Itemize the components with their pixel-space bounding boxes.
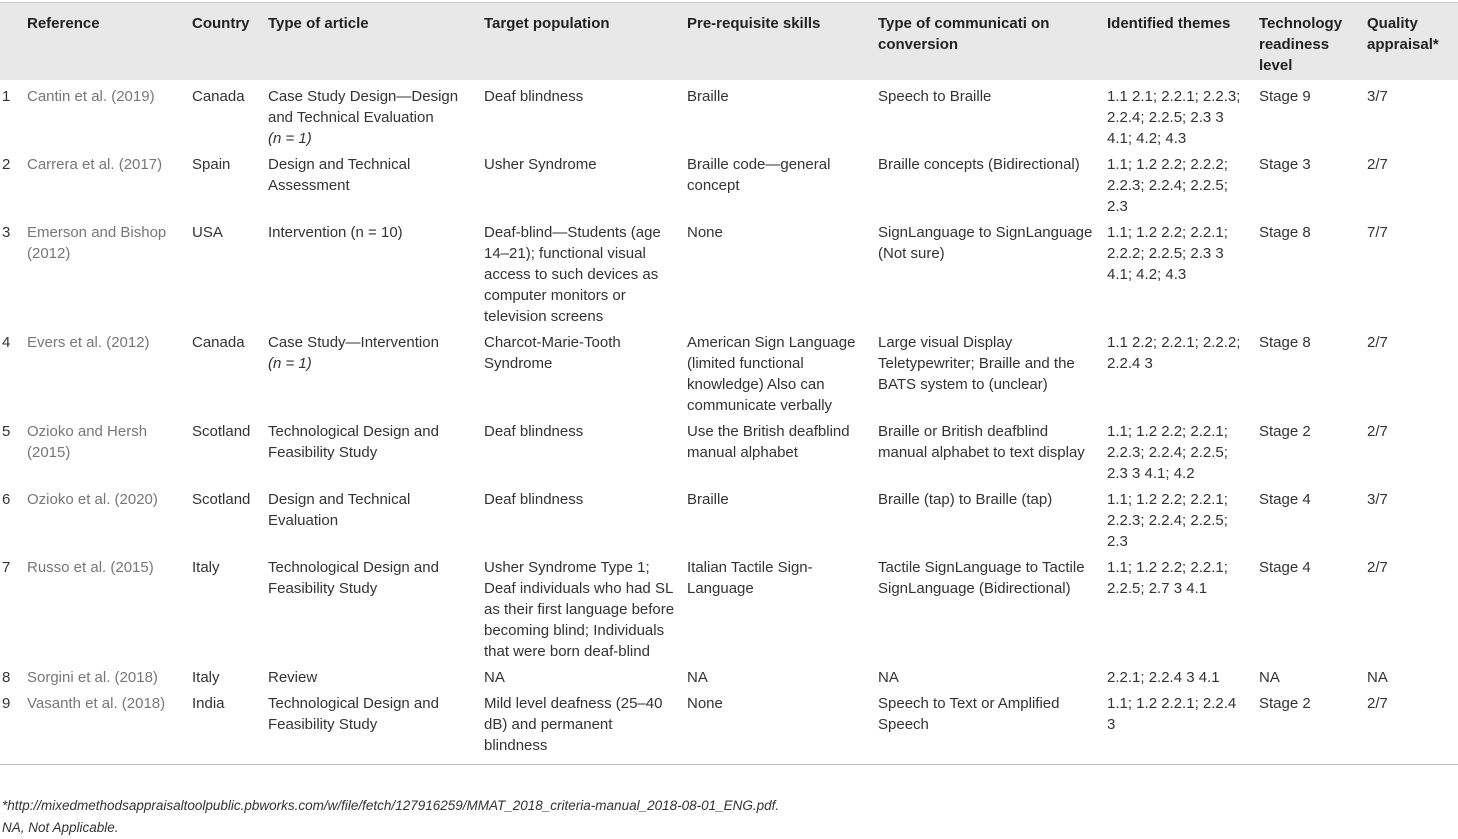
footnote-abbreviation: NA, Not Applicable. bbox=[2, 820, 119, 835]
themes-cell: 1.1; 1.2 2.2; 2.2.1; 2.2.3; 2.2.4; 2.2.5; 2.3 bbox=[1107, 491, 1228, 550]
study-characteristics-table bbox=[0, 2, 1458, 765]
trl-cell: Stage 3 bbox=[1259, 156, 1311, 173]
quality-cell: 2/7 bbox=[1367, 559, 1388, 576]
header-technology-readiness: Technology readiness level bbox=[1259, 15, 1343, 74]
reference-cell: Evers et al. (2012) bbox=[27, 334, 150, 351]
type-cell: Design and Technical Evaluation bbox=[268, 491, 411, 529]
communication-cell: Speech to Braille bbox=[878, 88, 992, 105]
communication-cell: Braille concepts (Bidirectional) bbox=[878, 156, 1080, 173]
population-cell: NA bbox=[484, 669, 505, 686]
footnote-url: *http://mixedmethodsappraisaltoolpublic.pbworks.com/w/file/fetch/127916259/MMAT_2018_criteria-manual_2018-08-01_ENG.pdf. bbox=[2, 798, 780, 813]
quality-cell: 2/7 bbox=[1367, 334, 1388, 351]
population-cell: Deaf blindness bbox=[484, 491, 584, 508]
population-cell: Deaf-blind—Students (age 14–21); functional visual access to such devices as computer monitors or television screens bbox=[484, 224, 661, 325]
communication-cell: Braille or British deafblind manual alphabet to text display bbox=[878, 423, 1085, 461]
themes-cell: 1.1 2.2; 2.2.1; 2.2.2; 2.2.4 3 bbox=[1107, 334, 1241, 372]
type-text: Case Study—Intervention bbox=[268, 334, 439, 351]
table-footnotes bbox=[2, 795, 1452, 839]
reference-cell: Emerson and Bishop (2012) bbox=[27, 224, 167, 262]
table-row bbox=[0, 552, 1458, 662]
trl-cell: Stage 4 bbox=[1259, 491, 1311, 508]
row-number: 4 bbox=[2, 334, 11, 351]
type-cell: Technological Design and Feasibility Study bbox=[268, 695, 439, 733]
skills-cell: Use the British deafblind manual alphabet bbox=[687, 423, 850, 461]
quality-cell: 2/7 bbox=[1367, 695, 1388, 712]
study-table-container bbox=[0, 2, 1458, 765]
table-row bbox=[0, 662, 1458, 688]
table-row bbox=[0, 484, 1458, 552]
table-row bbox=[0, 327, 1458, 416]
population-cell: Deaf blindness bbox=[484, 88, 584, 105]
type-sample-size: (n = 1) bbox=[268, 355, 312, 372]
header-target-population: Target population bbox=[484, 15, 610, 32]
population-cell: Usher Syndrome bbox=[484, 156, 597, 173]
row-number: 7 bbox=[2, 559, 11, 576]
themes-cell: 2.2.1; 2.2.4 3 4.1 bbox=[1107, 669, 1220, 686]
trl-cell: Stage 4 bbox=[1259, 559, 1311, 576]
header-quality-appraisal: Quality appraisal* bbox=[1367, 15, 1439, 53]
themes-cell: 1.1; 1.2 2.2.1; 2.2.4 3 bbox=[1107, 695, 1237, 733]
population-cell: Mild level deafness (25–40 dB) and permanent blindness bbox=[484, 695, 663, 754]
table-row bbox=[0, 416, 1458, 484]
communication-cell: Large visual Display Teletypewriter; Braille and the BATS system to (unclear) bbox=[878, 334, 1075, 393]
communication-cell: SignLanguage to SignLanguage (Not sure) bbox=[878, 224, 1093, 262]
reference-cell: Vasanth et al. (2018) bbox=[27, 695, 166, 712]
country-cell: Canada bbox=[192, 334, 245, 351]
themes-cell: 1.1 2.1; 2.2.1; 2.2.3; 2.2.4; 2.2.5; 2.3 3 4.1; 4.2; 4.3 bbox=[1107, 88, 1241, 147]
header-type-of-article: Type of article bbox=[268, 15, 369, 32]
header-num bbox=[0, 3, 21, 81]
country-cell: Scotland bbox=[192, 491, 251, 508]
type-cell: Intervention (n = 10) bbox=[268, 224, 403, 241]
quality-cell: NA bbox=[1367, 669, 1388, 686]
type-cell: Technological Design and Feasibility Study bbox=[268, 559, 439, 597]
table-row bbox=[0, 149, 1458, 217]
reference-cell: Sorgini et al. (2018) bbox=[27, 669, 158, 686]
country-cell: USA bbox=[192, 224, 223, 241]
quality-cell: 2/7 bbox=[1367, 156, 1388, 173]
table-row bbox=[0, 217, 1458, 327]
skills-cell: Braille bbox=[687, 88, 729, 105]
country-cell: Canada bbox=[192, 88, 245, 105]
row-number: 3 bbox=[2, 224, 11, 241]
trl-cell: Stage 8 bbox=[1259, 334, 1311, 351]
skills-cell: NA bbox=[687, 669, 708, 686]
quality-cell: 3/7 bbox=[1367, 88, 1388, 105]
trl-cell: NA bbox=[1259, 669, 1280, 686]
quality-cell: 2/7 bbox=[1367, 423, 1388, 440]
header-prerequisite-skills: Pre-requisite skills bbox=[687, 15, 821, 32]
trl-cell: Stage 2 bbox=[1259, 695, 1311, 712]
population-cell: Deaf blindness bbox=[484, 423, 584, 440]
reference-cell: Russo et al. (2015) bbox=[27, 559, 154, 576]
skills-cell: None bbox=[687, 695, 723, 712]
type-cell bbox=[262, 327, 478, 416]
row-number: 2 bbox=[2, 156, 11, 173]
communication-cell: Speech to Text or Amplified Speech bbox=[878, 695, 1060, 733]
header-country: Country bbox=[192, 15, 250, 32]
row-number: 8 bbox=[2, 669, 11, 686]
table-header-row bbox=[0, 3, 1458, 81]
population-cell: Usher Syndrome Type 1; Deaf individuals who had SL as their first language before becoming blind; Individuals that were born deaf-blind bbox=[484, 559, 675, 660]
country-cell: India bbox=[192, 695, 225, 712]
table-row bbox=[0, 688, 1458, 765]
skills-cell: None bbox=[687, 224, 723, 241]
quality-cell: 7/7 bbox=[1367, 224, 1388, 241]
skills-cell: American Sign Language (limited functional knowledge) Also can communicate verbally bbox=[687, 334, 856, 414]
skills-cell: Braille bbox=[687, 491, 729, 508]
country-cell: Italy bbox=[192, 559, 220, 576]
country-cell: Spain bbox=[192, 156, 231, 173]
reference-cell: Cantin et al. (2019) bbox=[27, 88, 155, 105]
row-number: 1 bbox=[2, 88, 11, 105]
reference-cell: Carrera et al. (2017) bbox=[27, 156, 163, 173]
reference-cell: Ozioko et al. (2020) bbox=[27, 491, 158, 508]
row-number: 6 bbox=[2, 491, 11, 508]
type-cell: Design and Technical Assessment bbox=[268, 156, 411, 194]
reference-cell: Ozioko and Hersh (2015) bbox=[27, 423, 148, 461]
skills-cell: Braille code—general concept bbox=[687, 156, 831, 194]
country-cell: Scotland bbox=[192, 423, 251, 440]
communication-cell: Tactile SignLanguage to Tactile SignLanguage (Bidirectional) bbox=[878, 559, 1085, 597]
table-row bbox=[0, 80, 1458, 149]
population-cell: Charcot-Marie-Tooth Syndrome bbox=[484, 334, 621, 372]
country-cell: Italy bbox=[192, 669, 220, 686]
trl-cell: Stage 9 bbox=[1259, 88, 1311, 105]
header-communication-conversion: Type of communicati on conversion bbox=[878, 15, 1050, 53]
trl-cell: Stage 2 bbox=[1259, 423, 1311, 440]
type-sample-size: (n = 1) bbox=[268, 130, 312, 147]
row-number: 9 bbox=[2, 695, 11, 712]
skills-cell: Italian Tactile Sign-Language bbox=[687, 559, 813, 597]
row-number: 5 bbox=[2, 423, 11, 440]
themes-cell: 1.1; 1.2 2.2; 2.2.1; 2.2.3; 2.2.4; 2.2.5; 2.3 3 4.1; 4.2 bbox=[1107, 423, 1228, 482]
type-text: Case Study Design—Design and Technical Evaluation bbox=[268, 88, 459, 126]
type-cell bbox=[262, 80, 478, 149]
communication-cell: Braille (tap) to Braille (tap) bbox=[878, 491, 1053, 508]
type-cell: Review bbox=[268, 669, 318, 686]
header-reference: Reference bbox=[27, 15, 100, 32]
type-cell: Technological Design and Feasibility Study bbox=[268, 423, 439, 461]
themes-cell: 1.1; 1.2 2.2; 2.2.2; 2.2.3; 2.2.4; 2.2.5; 2.3 bbox=[1107, 156, 1228, 215]
trl-cell: Stage 8 bbox=[1259, 224, 1311, 241]
quality-cell: 3/7 bbox=[1367, 491, 1388, 508]
themes-cell: 1.1; 1.2 2.2; 2.2.1; 2.2.5; 2.7 3 4.1 bbox=[1107, 559, 1228, 597]
communication-cell: NA bbox=[878, 669, 899, 686]
header-identified-themes: Identified themes bbox=[1107, 15, 1231, 32]
themes-cell: 1.1; 1.2 2.2; 2.2.1; 2.2.2; 2.2.5; 2.3 3 4.1; 4.2; 4.3 bbox=[1107, 224, 1228, 283]
